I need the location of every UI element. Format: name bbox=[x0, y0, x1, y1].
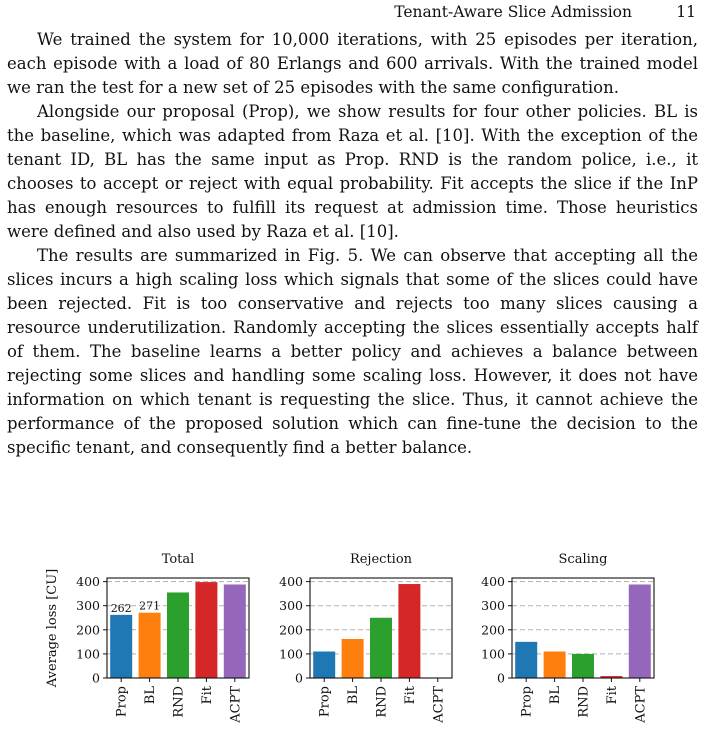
x-tick-label: RND bbox=[171, 686, 187, 718]
y-tick-label: 100 bbox=[76, 646, 100, 662]
page-header bbox=[0, 3, 704, 25]
bar-bl bbox=[342, 639, 364, 678]
x-tick-label: ACPT bbox=[228, 686, 244, 723]
paragraph-policies: Alongside our proposal (Prop), we show results for four other policies. BL is the baseline, which was adapted from Raza et al. [10]. With the exception of the tenant ID, BL has the same input as Prop. RND is the random police, i.e., it chooses to accept or reject with equal probability. Fit accepts the slice if the InP has enough resources to fulfill its request at admission time. Those heuristics were defined and also used by Raza et al. [10]. bbox=[7, 102, 698, 241]
bar-rnd bbox=[370, 618, 392, 678]
x-tick-label: Fit bbox=[604, 686, 620, 705]
bar-rnd bbox=[167, 592, 189, 678]
x-tick-label: RND bbox=[374, 686, 390, 718]
chart-title: Rejection bbox=[349, 552, 413, 567]
paragraph-training: We trained the system for 10,000 iterations, with 25 episodes per iteration, each episode with a load of 80 Erlangs and 600 arrivals. With the trained model we ran the test for a new set of 25 episodes with the same configuration. bbox=[7, 30, 698, 97]
running-title: Tenant-Aware Slice Admission bbox=[394, 3, 632, 21]
y-tick-label: 100 bbox=[279, 646, 303, 662]
bar-prop bbox=[313, 651, 335, 678]
bar-bl bbox=[544, 651, 566, 678]
x-tick-label: ACPT bbox=[431, 686, 447, 723]
x-tick-label: Fit bbox=[199, 686, 215, 705]
figure-5 bbox=[0, 540, 704, 739]
y-axis-label: Average loss [CU] bbox=[45, 568, 60, 688]
bar-fit bbox=[195, 582, 217, 678]
x-tick-label: Prop bbox=[317, 686, 333, 718]
x-tick-label: Prop bbox=[519, 686, 535, 718]
y-tick-label: 300 bbox=[481, 598, 505, 614]
y-tick-label: 300 bbox=[76, 598, 100, 614]
bar-bl bbox=[139, 613, 161, 678]
data-label: 271 bbox=[139, 599, 161, 613]
x-tick-label: BL bbox=[548, 686, 564, 705]
bar-rnd bbox=[572, 654, 594, 678]
bar-acpt bbox=[629, 585, 651, 678]
y-tick-label: 400 bbox=[76, 574, 100, 590]
y-tick-label: 100 bbox=[481, 646, 505, 662]
data-label: 262 bbox=[110, 601, 132, 615]
x-tick-label: BL bbox=[143, 686, 159, 705]
x-tick-label: Prop bbox=[114, 686, 130, 718]
y-tick-label: 400 bbox=[279, 574, 303, 590]
y-tick-label: 200 bbox=[481, 622, 505, 638]
page-number: 11 bbox=[676, 3, 696, 21]
x-tick-label: RND bbox=[576, 686, 592, 718]
chart-title: Total bbox=[161, 552, 195, 567]
y-tick-label: 0 bbox=[92, 670, 100, 686]
bar-fit bbox=[398, 584, 420, 678]
x-tick-label: Fit bbox=[402, 686, 418, 705]
x-tick-label: BL bbox=[346, 686, 362, 705]
y-tick-label: 300 bbox=[279, 598, 303, 614]
chart-title: Scaling bbox=[558, 552, 608, 567]
figure-5-charts bbox=[0, 540, 704, 739]
paragraph-results: The results are summarized in Fig. 5. We can observe that accepting all the slices incurs a high scaling loss which signals that some of the slices could have been rejected. Fit is too conservative and rejects too many slices causing a resource underutilization. Randomly accepting the slices essentially accepts half of them. The baseline learns a better policy and achieves a balance between rejecting some slices and handling some scaling loss. However, it does not have information on which tenant is requesting the slice. Thus, it cannot achieve the performance of the proposed solution which can fine-tune the decision to the specific tenant, and consequently find a better balance. bbox=[7, 246, 698, 457]
y-tick-label: 0 bbox=[497, 670, 505, 686]
x-tick-label: ACPT bbox=[633, 686, 649, 723]
y-tick-label: 400 bbox=[481, 574, 505, 590]
bar-prop bbox=[515, 642, 537, 678]
y-tick-label: 200 bbox=[76, 622, 100, 638]
bar-prop bbox=[110, 615, 132, 678]
body-text bbox=[7, 28, 698, 460]
y-tick-label: 200 bbox=[279, 622, 303, 638]
bar-acpt bbox=[224, 585, 246, 678]
y-tick-label: 0 bbox=[295, 670, 303, 686]
